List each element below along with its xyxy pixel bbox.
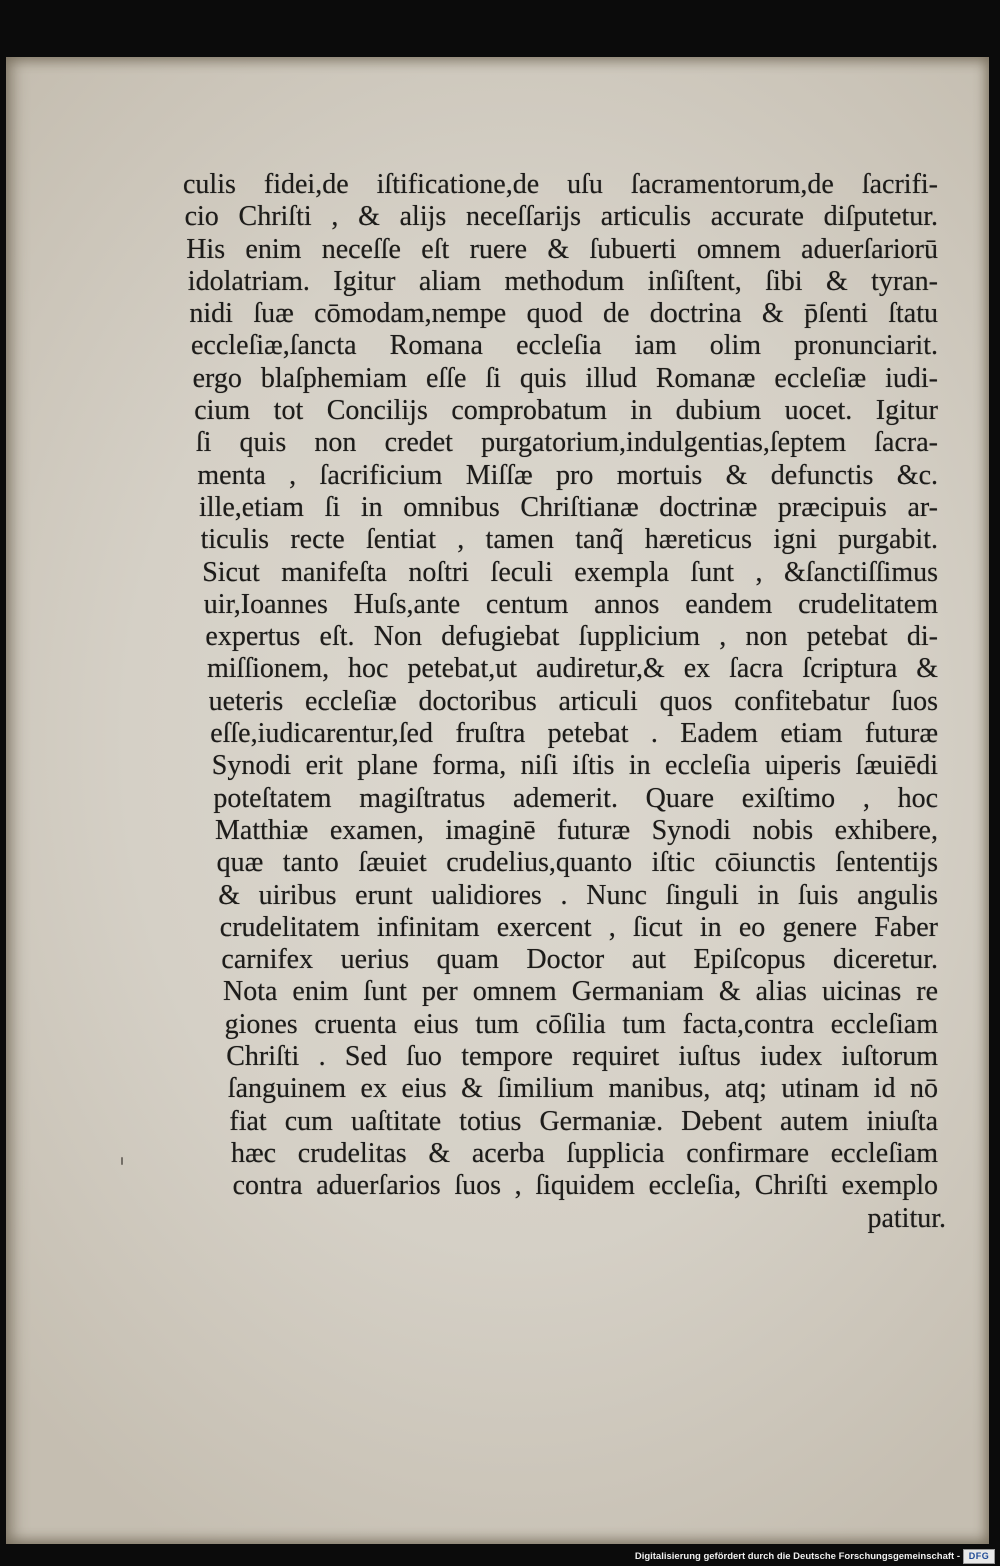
text-line: uir,Ioannes Huſs,ante centum annos eandem crudelitatem xyxy=(203,588,938,620)
text-line: hæc crudelitas & acerba ſupplicia confirmare eccleſiam xyxy=(231,1137,938,1169)
text-line: fiat cum uaſtitate totius Germaniæ. Debent autem iniuſta xyxy=(229,1105,938,1137)
text-line: ueteris eccleſiæ doctoribus articuli quos confitebatur ſuos xyxy=(208,685,938,717)
text-line: expertus eſt. Non defugiebat ſupplicium , non petebat di- xyxy=(205,621,938,653)
final-line: patitur. xyxy=(867,1202,946,1234)
dfg-logo-text: DFG xyxy=(968,1551,990,1561)
text-line: ſanguinem ex eius & ſimilium manibus, atq; utinam id nō xyxy=(227,1073,938,1105)
book-page xyxy=(6,57,989,1544)
digitization-footer xyxy=(635,1548,995,1564)
text-line: ſi quis non credet purgatorium,indulgentias,ſeptem ſacra- xyxy=(195,427,938,459)
text-line: ille,etiam ſi in omnibus Chriſtianæ doctrinæ præcipuis ar- xyxy=(199,491,938,523)
text-line: nidi ſuæ cōmodam,nempe quod de doctrina & p̄ſenti ſtatu xyxy=(189,298,938,330)
text-line: quæ tanto ſæuiet crudelius,quanto iſtic cōiunctis ſententijs xyxy=(216,847,938,879)
digitization-credit: Digitalisierung gefördert durch die Deutsche Forschungsgemeinschaft - xyxy=(634,1550,960,1562)
text-line: contra aduerſarios ſuos , ſiquidem eccleſia, Chriſti exemplo xyxy=(232,1170,938,1202)
text-line: Chriſti . Sed ſuo tempore requiret iuſtus iudex iuſtorum xyxy=(226,1041,938,1073)
text-line: eſſe,iudicarentur,ſed fruſtra petebat . Eadem etiam futuræ xyxy=(210,718,938,750)
text-line: ticulis recte ſentiat , tamen tanq̃ hæreticus igni purgabit. xyxy=(200,524,938,556)
body-text xyxy=(183,169,946,1235)
text-line: cio Chriſti , & alijs neceſſarijs articulis accurate diſputetur. xyxy=(184,201,938,233)
text-line: Synodi erit plane forma, niſi iſtis in eccleſia uiperis ſæuiēdi xyxy=(211,750,938,782)
text-line: His enim neceſſe eſt ruere & ſubuerti omnem aduerſariorū xyxy=(186,233,938,265)
text-line: ergo blaſphemiam eſſe ſi quis illud Romanæ eccleſiæ iudi- xyxy=(192,362,938,394)
text-line: miſſionem, hoc petebat,ut audiretur,& ex ſacra ſcriptura & xyxy=(207,653,938,685)
text-line: Matthiæ examen, imaginē futuræ Synodi nobis exhibere, xyxy=(215,814,938,846)
text-line: eccleſiæ,ſancta Romana eccleſia iam olim pronunciarit. xyxy=(191,330,938,362)
text-line: culis fidei,de iſtificatione,de uſu ſacramentorum,de ſacrifi- xyxy=(183,169,938,200)
text-line: idolatriam. Igitur aliam methodum inſiſtent, ſibi & tyran- xyxy=(187,265,938,297)
text-line: Nota enim ſunt per omnem Germaniam & alias uicinas re xyxy=(223,976,938,1008)
dfg-logo xyxy=(963,1549,995,1564)
text-line: & uiribus erunt ualidiores . Nunc ſinguli in ſuis angulis xyxy=(218,879,938,911)
text-line: giones cruenta eius tum cōſilia tum facta,contra eccleſiam xyxy=(224,1008,938,1040)
paper-speck xyxy=(121,1157,123,1165)
text-line: menta , ſacrificium Miſſæ pro mortuis & defunctis &c. xyxy=(197,459,938,491)
text-line: poteſtatem magiſtratus ademerit. Quare exiſtimo , hoc xyxy=(213,782,938,814)
text-line: Sicut manifeſta noſtri ſeculi exempla ſunt , &ſanctiſſimus xyxy=(202,556,938,588)
text-line: crudelitatem infinitam exercent , ſicut in eo genere Faber xyxy=(219,911,938,943)
text-line: carnifex uerius quam Doctor aut Epiſcopus diceretur. xyxy=(221,944,938,976)
text-line: cium tot Concilijs comprobatum in dubium uocet. Igitur xyxy=(194,395,938,427)
